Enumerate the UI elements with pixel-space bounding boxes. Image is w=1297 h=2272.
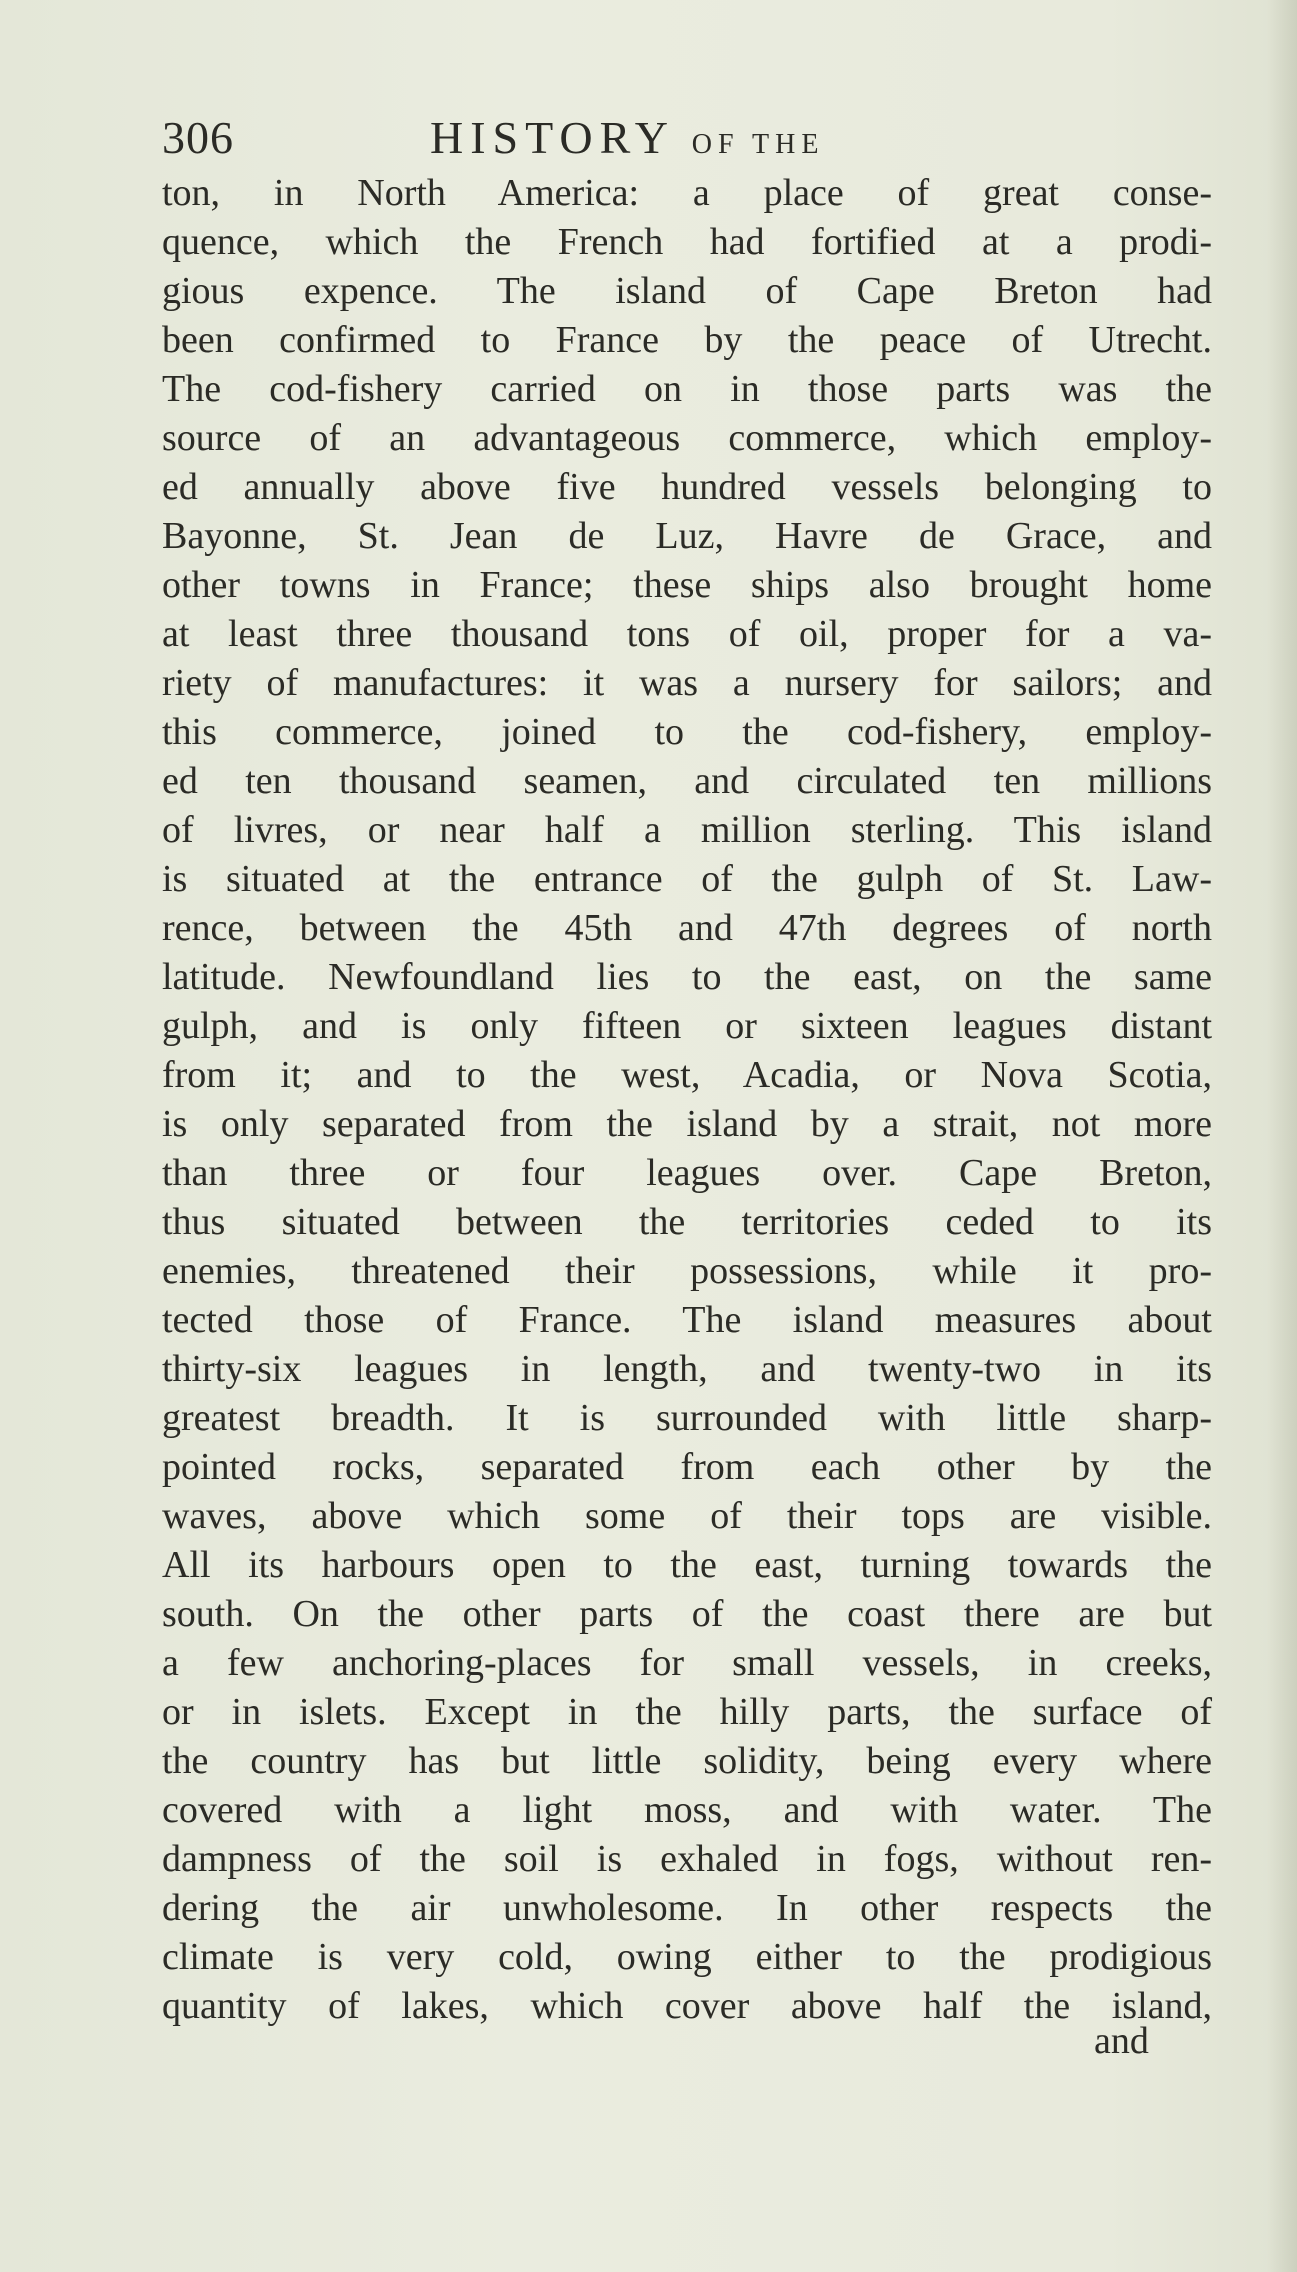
text-line: other towns in France; these ships also brought home bbox=[162, 564, 1212, 606]
text-line: the country has but little solidity, being every where bbox=[162, 1740, 1212, 1782]
running-title bbox=[430, 108, 824, 175]
text-line: thus situated between the territories ceded to its bbox=[162, 1201, 1212, 1243]
text-line: All its harbours open to the east, turning towards the bbox=[162, 1544, 1212, 1586]
text-line: of livres, or near half a million sterling. This island bbox=[162, 809, 1212, 851]
text-line: rence, between the 45th and 47th degrees of north bbox=[162, 907, 1212, 949]
text-line: dering the air unwholesome. In other respects the bbox=[162, 1887, 1212, 1929]
text-line: tected those of France. The island measures about bbox=[162, 1299, 1212, 1341]
text-line: is situated at the entrance of the gulph of St. Law- bbox=[162, 858, 1212, 900]
text-line: The cod-fishery carried on in those parts was the bbox=[162, 368, 1212, 410]
text-line: or in islets. Except in the hilly parts, the surface of bbox=[162, 1691, 1212, 1733]
text-line: south. On the other parts of the coast there are but bbox=[162, 1593, 1212, 1635]
text-line: waves, above which some of their tops are visible. bbox=[162, 1495, 1212, 1537]
catchword: and bbox=[1094, 2020, 1149, 2062]
text-line: greatest breadth. It is surrounded with little sharp- bbox=[162, 1397, 1212, 1439]
text-line: this commerce, joined to the cod-fishery, employ- bbox=[162, 711, 1212, 753]
text-line: quence, which the French had fortified at a prodi- bbox=[162, 221, 1212, 263]
text-line: been confirmed to France by the peace of Utrecht. bbox=[162, 319, 1212, 361]
page-edge-shadow bbox=[1267, 0, 1297, 2272]
text-line: from it; and to the west, Acadia, or Nova Scotia, bbox=[162, 1054, 1212, 1096]
text-line: Bayonne, St. Jean de Luz, Havre de Grace, and bbox=[162, 515, 1212, 557]
text-line: covered with a light moss, and with water. The bbox=[162, 1789, 1212, 1831]
text-line: gious expence. The island of Cape Breton had bbox=[162, 270, 1212, 312]
text-line: ed ten thousand seamen, and circulated ten millions bbox=[162, 760, 1212, 802]
running-title-small: OF THE bbox=[691, 129, 825, 160]
text-line: latitude. Newfoundland lies to the east, on the same bbox=[162, 956, 1212, 998]
text-line: dampness of the soil is exhaled in fogs, without ren- bbox=[162, 1838, 1212, 1880]
running-head bbox=[162, 108, 1212, 168]
body-text bbox=[162, 169, 1212, 2031]
text-line: ed annually above five hundred vessels belonging to bbox=[162, 466, 1212, 508]
text-line: pointed rocks, separated from each other by the bbox=[162, 1446, 1212, 1488]
text-line: ton, in North America: a place of great conse- bbox=[162, 172, 1212, 214]
text-line: is only separated from the island by a strait, not more bbox=[162, 1103, 1212, 1145]
text-line: quantity of lakes, which cover above half the island, bbox=[162, 1985, 1212, 2027]
text-line: at least three thousand tons of oil, proper for a va- bbox=[162, 613, 1212, 655]
text-line: a few anchoring-places for small vessels, in creeks, bbox=[162, 1642, 1212, 1684]
running-title-main: HISTORY bbox=[430, 112, 674, 163]
text-line: thirty-six leagues in length, and twenty-two in its bbox=[162, 1348, 1212, 1390]
text-line: source of an advantageous commerce, which employ- bbox=[162, 417, 1212, 459]
text-line: than three or four leagues over. Cape Breton, bbox=[162, 1152, 1212, 1194]
text-line: climate is very cold, owing either to the prodigious bbox=[162, 1936, 1212, 1978]
text-line: gulph, and is only fifteen or sixteen leagues distant bbox=[162, 1005, 1212, 1047]
page-number: 306 bbox=[162, 112, 234, 163]
text-line: riety of manufactures: it was a nursery for sailors; and bbox=[162, 662, 1212, 704]
text-line: enemies, threatened their possessions, while it pro- bbox=[162, 1250, 1212, 1292]
